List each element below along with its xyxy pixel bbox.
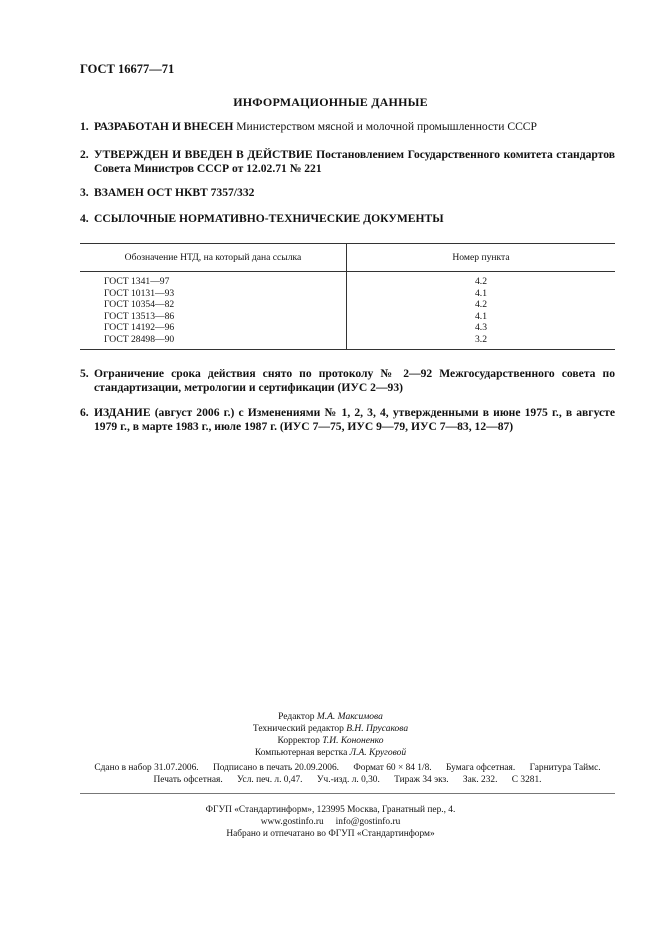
reference-documents-table	[80, 243, 615, 350]
item-body: Министерством мясной и молочной промышленности СССР	[233, 120, 537, 133]
imprint-field: Формат 60 × 84 1/8.	[353, 763, 432, 773]
editorial-credits	[0, 711, 661, 759]
item-heading: ИЗДАНИЕ	[94, 406, 151, 419]
table-row	[80, 322, 615, 334]
clause-cell: 4.1	[475, 310, 487, 322]
document-code: ГОСТ 16677—71	[80, 62, 175, 76]
item-number: 3.	[80, 186, 89, 199]
clause-cell: 4.2	[475, 276, 487, 287]
clause-cell: 3.2	[475, 333, 487, 345]
document-cell: ГОСТ 10131—93	[80, 288, 347, 300]
credit-role: Редактор	[278, 712, 315, 722]
imprint-field: С 3281.	[511, 775, 542, 785]
item-number: 6.	[80, 406, 89, 419]
clause-cell: 4.3	[475, 322, 487, 334]
imprint-field: Бумага офсетная.	[445, 763, 516, 773]
info-item-2	[80, 148, 615, 176]
column-header-document: Обозначение НТД, на который дана ссылка	[80, 244, 347, 272]
print-imprint	[80, 762, 615, 786]
clause-cell: 4.1	[475, 287, 487, 299]
credit-name: Л.А. Круговой	[349, 748, 407, 758]
item-heading: РАЗРАБОТАН И ВНЕСЕН	[94, 120, 234, 133]
imprint-field: Гарнитура Таймс.	[529, 763, 601, 773]
item-number: 1.	[80, 120, 89, 133]
printing-note: Набрано и отпечатано во ФГУП «Стандартинформ»	[226, 829, 435, 839]
credit-name: М.А. Максимова	[316, 712, 383, 722]
section-title: ИНФОРМАЦИОННЫЕ ДАННЫЕ	[233, 95, 428, 109]
item-heading: ВЗАМЕН ОСТ НКВТ 7357/332	[94, 186, 255, 199]
publisher-email: info@gostinfo.ru	[335, 817, 401, 827]
item-number: 4.	[80, 212, 89, 225]
table-row	[80, 272, 615, 288]
credit-line	[0, 723, 661, 735]
table-row	[80, 288, 615, 300]
credit-line	[0, 711, 661, 723]
item-body: Ограничение срока действия снято по протоколу № 2—92 Межгосударственного совета по стандартизации, метрологии и сертификации (ИУС 2—93)	[94, 367, 615, 394]
column-header-clause: Номер пункта	[452, 252, 510, 263]
info-item-4	[80, 212, 615, 226]
table-row	[80, 311, 615, 323]
credit-role: Корректор	[277, 736, 320, 746]
imprint-field: Печать офсетная.	[153, 775, 223, 785]
imprint-line-1	[80, 762, 615, 774]
info-item-5	[80, 367, 615, 395]
credit-line	[0, 747, 661, 759]
item-number: 5.	[80, 367, 89, 380]
credit-line	[0, 735, 661, 747]
publisher-website: www.gostinfo.ru	[260, 817, 324, 827]
divider-line	[80, 793, 615, 794]
publisher-contacts	[0, 816, 661, 828]
imprint-field: Усл. печ. л. 0,47.	[237, 775, 303, 785]
document-cell: ГОСТ 28498—90	[80, 334, 347, 349]
document-cell: ГОСТ 1341—97	[80, 272, 347, 288]
credit-name: Т.И. Кононенко	[322, 736, 384, 746]
imprint-field: Сдано в набор 31.07.2006.	[94, 763, 199, 773]
document-cell: ГОСТ 14192—96	[80, 322, 347, 334]
info-item-1	[80, 120, 615, 134]
table-header-row	[80, 244, 615, 272]
imprint-field: Тираж 34 экз.	[394, 775, 449, 785]
imprint-field: Уч.-изд. л. 0,30.	[316, 775, 380, 785]
imprint-field: Подписано в печать 20.09.2006.	[212, 763, 340, 773]
imprint-line-2	[80, 774, 615, 786]
table-row	[80, 299, 615, 311]
publisher-address: ФГУП «Стандартинформ», 123995 Москва, Гранатный пер., 4.	[205, 805, 456, 815]
imprint-field: Зак. 232.	[462, 775, 498, 785]
item-number: 2.	[80, 148, 89, 161]
info-item-6	[80, 406, 615, 434]
info-item-3	[80, 186, 615, 200]
credit-role: Компьютерная верстка	[254, 748, 348, 758]
item-body: Постановлением Государственного комитета стандартов Совета Министров СССР от 12.02.71 № 221	[94, 148, 615, 175]
credit-name: В.Н. Прусакова	[346, 724, 409, 734]
publisher-info	[0, 804, 661, 840]
document-cell: ГОСТ 10354—82	[80, 299, 347, 311]
document-cell: ГОСТ 13513—86	[80, 311, 347, 323]
item-heading: ССЫЛОЧНЫЕ НОРМАТИВНО-ТЕХНИЧЕСКИЕ ДОКУМЕНТЫ	[94, 212, 444, 225]
item-body: (август 2006 г.) с Изменениями № 1, 2, 3, 4, утвержденными в июне 1975 г., в августе 1979 г., в марте 1983 г., июле 1987 г. (ИУС 7—75, ИУС 9—79, ИУС 7—83, 12—87)	[94, 406, 615, 433]
item-heading: УТВЕРЖДЕН И ВВЕДЕН В ДЕЙСТВИЕ	[94, 148, 313, 161]
clause-cell: 4.2	[475, 299, 487, 311]
credit-role: Технический редактор	[252, 724, 344, 734]
table-row	[80, 334, 615, 349]
